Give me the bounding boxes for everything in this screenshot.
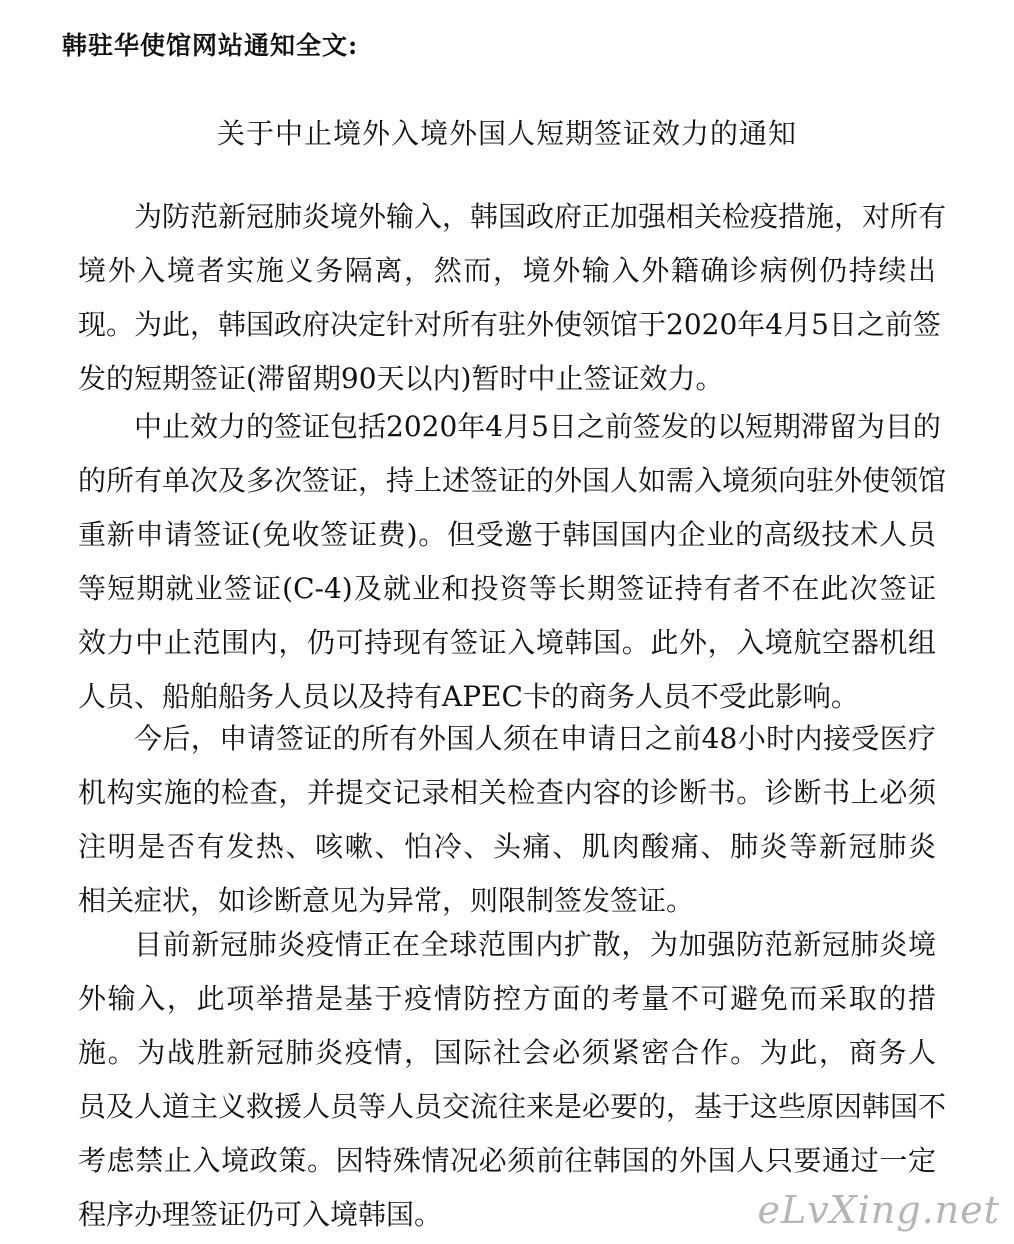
notice-title: 关于中止境外入境外国人短期签证效力的通知 bbox=[216, 117, 797, 150]
paragraph-line: 发的短期签证(滞留期90天以内)暂时中止签证效力。 bbox=[78, 362, 724, 395]
paragraph-line: 注明是否有发热、咳嗽、怕冷、头痛、肌肉酸痛、肺炎等新冠肺炎 bbox=[78, 830, 936, 863]
paragraph-line: 效力中止范围内，仍可持现有签证入境韩国。此外，入境航空器机组 bbox=[78, 626, 936, 659]
paragraph-line: 的所有单次及多次签证，持上述签证的外国人如需入境须向驻外使领馆 bbox=[78, 464, 947, 497]
paragraph-line: 等短期就业签证(C-4)及就业和投资等长期签证持有者不在此次签证 bbox=[78, 572, 936, 605]
paragraph-line: 考虑禁止入境政策。因特殊情况必须前往韩国的外国人只要通过一定 bbox=[78, 1144, 936, 1177]
paragraph-line: 重新申请签证(免收签证费)。但受邀于韩国国内企业的高级技术人员 bbox=[78, 518, 936, 551]
paragraph-2 bbox=[78, 400, 947, 724]
watermark: eLvXing.net bbox=[757, 1188, 1000, 1232]
paragraph-line: 目前新冠肺炎疫情正在全球范围内扩散，为加强防范新冠肺炎境 bbox=[134, 928, 936, 961]
paragraph-line: 施。为战胜新冠肺炎疫情，国际社会必须紧密合作。为此，商务人 bbox=[78, 1036, 936, 1069]
paragraph-line: 为防范新冠肺炎境外输入，韩国政府正加强相关检疫措施，对所有 bbox=[134, 200, 947, 233]
paragraph-line: 外输入，此项举措是基于疫情防控方面的考量不可避免而采取的措 bbox=[78, 982, 936, 1015]
paragraph-line: 程序办理签证仍可入境韩国。 bbox=[78, 1198, 443, 1231]
paragraph-1 bbox=[78, 190, 947, 406]
paragraph-line: 境外入境者实施义务隔离，然而，境外输入外籍确诊病例仍持续出 bbox=[78, 254, 936, 287]
paragraph-line: 相关症状，如诊断意见为异常，则限制签发签证。 bbox=[78, 884, 695, 917]
paragraph-line: 中止效力的签证包括2020年4月5日之前签发的以短期滞留为目的 bbox=[134, 410, 941, 443]
paragraph-line: 现。为此，韩国政府决定针对所有驻外使领馆于2020年4月5日之前签 bbox=[78, 308, 941, 341]
paragraph-line: 机构实施的检查，并提交记录相关检查内容的诊断书。诊断书上必须 bbox=[78, 776, 936, 809]
paragraph-line: 员及人道主义救援人员等人员交流往来是必要的，基于这些原因韩国不 bbox=[78, 1090, 947, 1123]
document-heading: 韩驻华使馆网站通知全文: bbox=[62, 31, 359, 60]
paragraph-line: 今后，申请签证的所有外国人须在申请日之前48小时内接受医疗 bbox=[134, 722, 936, 755]
paragraph-3 bbox=[78, 712, 936, 928]
paragraph-line: 人员、船舶船务人员以及持有APEC卡的商务人员不受此影响。 bbox=[78, 680, 859, 713]
